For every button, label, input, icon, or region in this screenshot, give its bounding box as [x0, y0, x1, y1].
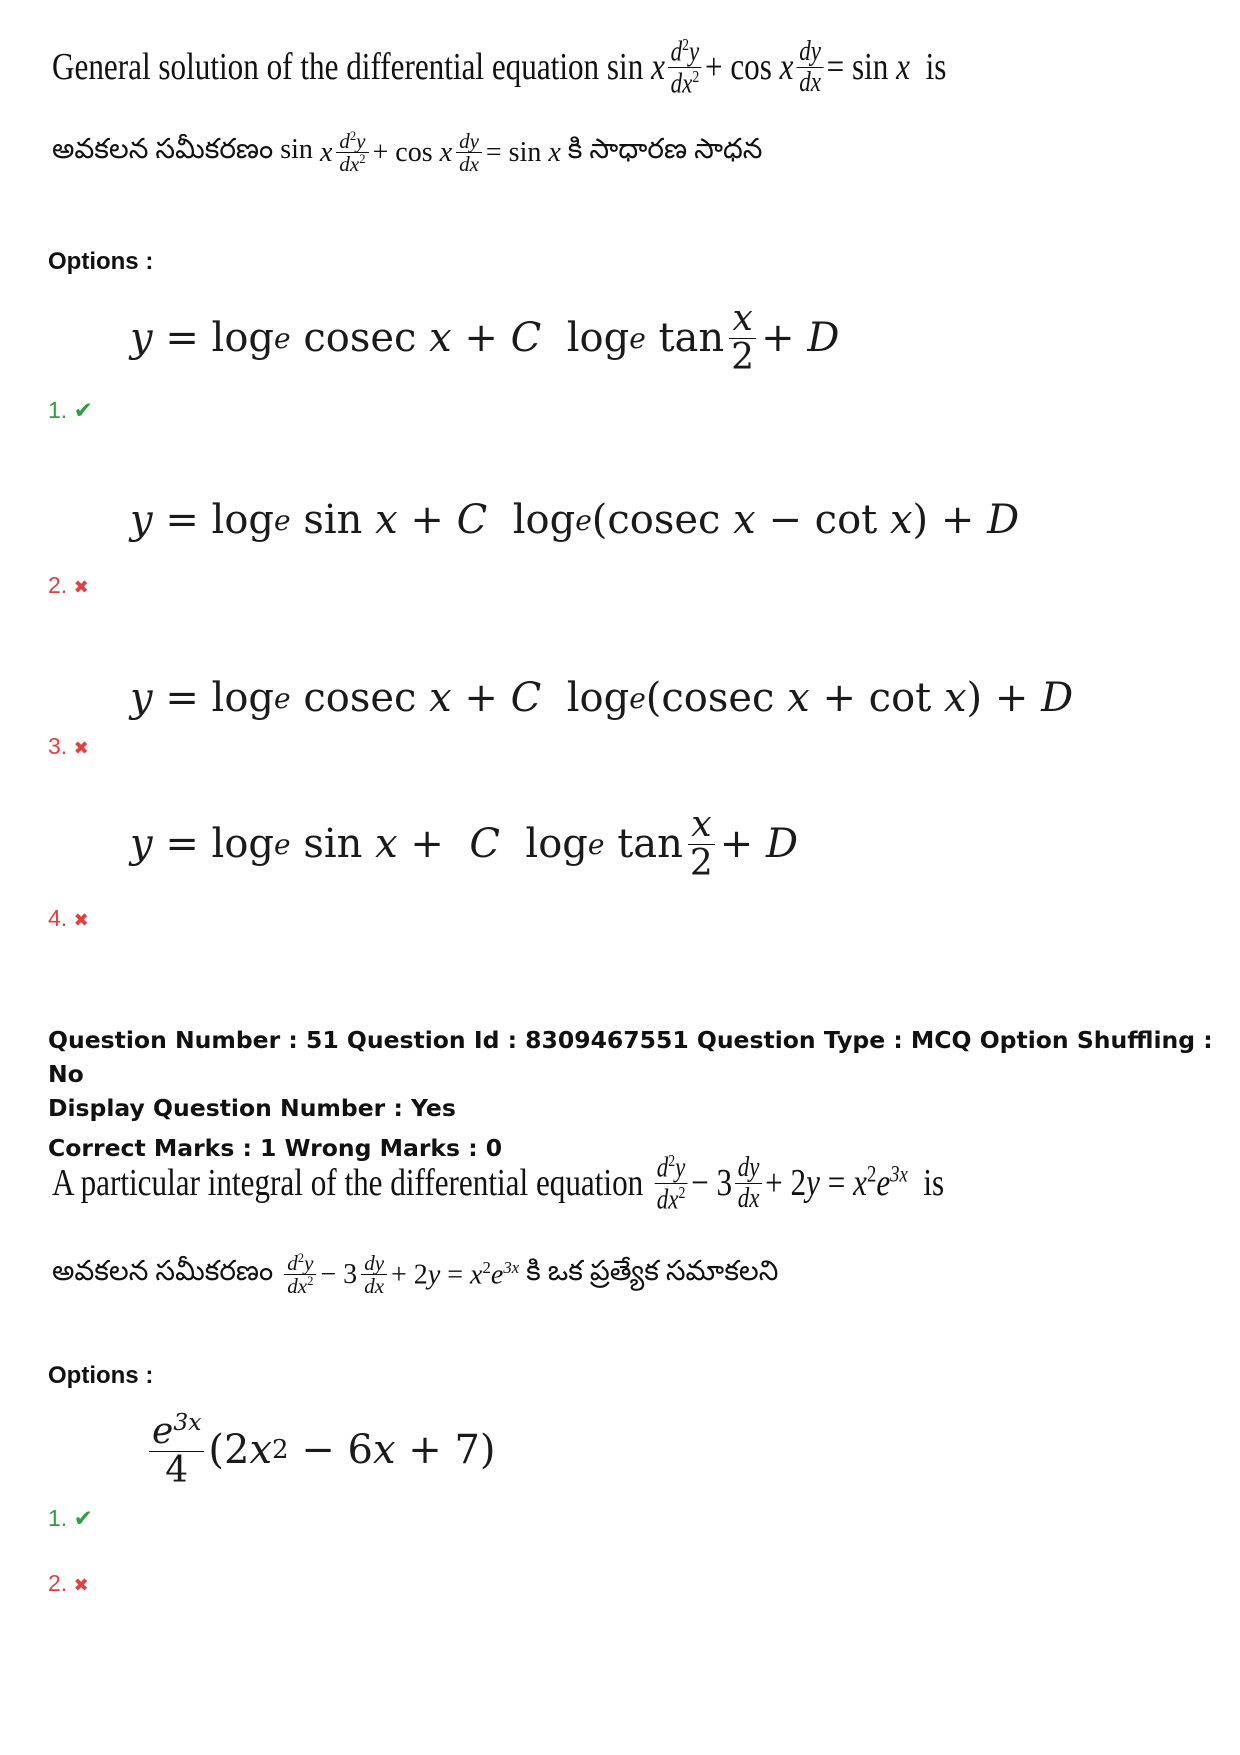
- check-icon: ✔: [73, 397, 93, 423]
- q50-option-2-formula: y = log e sin x + C log e (cosec x − cot x ) + D: [130, 497, 1020, 543]
- q50-stem-en-frac1: $\frac{d^2y}{dx^2}$: [668, 36, 701, 98]
- q50-option-4[interactable]: [0, 806, 1240, 946]
- q51-meta-line1: Question Number : 51 Question Id : 8309467551 Question Type : MCQ Option Shuffling : No: [48, 1026, 1213, 1088]
- q50-stem-en-frac2: $\frac{dy}{dx}$: [797, 37, 824, 97]
- q51-meta-line3: Correct Marks : 1 Wrong Marks : 0: [48, 1134, 503, 1162]
- q50-stem-te-frac1: $\frac{d^2y}{dx^2}$: [336, 130, 368, 175]
- q51-stem-en-frac2: $\frac{dy}{dx}$: [735, 1153, 762, 1213]
- cross-icon: ✖: [73, 577, 89, 597]
- q51-stem-en: A particular integral of the differential equation $\frac{d^2y}{dx^2}$ − 3 $\frac{dy}{dx}$ + $2y = x^2e^{3x}$ is: [52, 1151, 945, 1216]
- q50-stem-te-prefix: అవకలన సమీకరణం sin: [52, 133, 313, 165]
- q51-stem-en-frac1: $\frac{d^2y}{dx^2}$: [654, 1152, 687, 1214]
- q50-option-4-formula: y = log e sin x + C log e tan $\frac{x}{2}$ + D: [130, 804, 799, 884]
- q51-stem-en-prefix: A particular integral of the differential equation: [52, 1162, 644, 1205]
- q51-options-label: Options :: [48, 1362, 154, 1389]
- q50-option-4-number: 4.: [48, 905, 68, 931]
- q51-option-1-number: 1.: [48, 1505, 68, 1531]
- check-icon: ✔: [73, 1505, 93, 1531]
- q50-options-label: Options :: [48, 248, 154, 275]
- q50-option-2[interactable]: [0, 495, 1240, 605]
- q50-option-1-formula: y = log e cosec x + C log e tan $\frac{x}{2}$ + D: [130, 298, 840, 378]
- q50-stem-te: అవకలన సమీకరణం sin x $\frac{d^2y}{dx^2}$ + cos x $\frac{dy}{dx}$ = sin x కి సాధారణ సాధన: [52, 129, 763, 177]
- q51-stem-te-frac2: $\frac{dy}{dx}$: [361, 1252, 387, 1297]
- cross-icon: ✖: [73, 910, 89, 930]
- cross-icon: ✖: [73, 1575, 89, 1595]
- q51-option-1[interactable]: [0, 1410, 1240, 1540]
- q50-stem-en: General solution of the differential equation sin x $\frac{d^2y}{dx^2}$ + cos x $\frac{dy}{dx}$ = sin x is: [52, 35, 947, 100]
- q50-stem-te-end: కి సాధారణ సాధన: [567, 133, 763, 165]
- q51-stem-en-end: is: [923, 1162, 945, 1205]
- q50-stem-en-end: is: [925, 46, 947, 89]
- q51-meta: [48, 1023, 1228, 1165]
- q50-option-3[interactable]: [0, 675, 1240, 785]
- q50-option-1[interactable]: [0, 300, 1240, 430]
- cross-icon: ✖: [73, 738, 89, 758]
- q51-stem-te-prefix: అవకలన సమీకరణం: [52, 1255, 274, 1287]
- q51-meta-line2: Display Question Number : Yes: [48, 1094, 456, 1122]
- q51-stem-te-frac1: $\frac{d^2y}{dx^2}$: [284, 1252, 316, 1297]
- q50-stem-te-frac2: $\frac{dy}{dx}$: [456, 130, 482, 175]
- q50-option-3-formula: y = log e cosec x + C log e (cosec x + cot x ) + D: [130, 675, 1074, 721]
- q51-stem-te: అవకలన సమీకరణం $\frac{d^2y}{dx^2}$ − 3 $\frac{dy}{dx}$ + $2y = x^2e^{3x}$ కి ఒక ప్రత్యేక సమాకలని: [52, 1251, 779, 1299]
- q50-option-1-number: 1.: [48, 397, 68, 423]
- q50-stem-en-prefix: General solution of the differential equation sin: [52, 46, 644, 89]
- q51-option-1-formula: $\frac{e^{3x}}{4}$ (2 x 2 − 6 x + 7): [145, 1410, 496, 1490]
- q50-stem-en-suffix: = sin: [826, 46, 889, 89]
- q51-option-2-number: 2.: [48, 1570, 68, 1596]
- q50-stem-te-suffix: = sin: [485, 136, 542, 168]
- q50-option-2-number: 2.: [48, 572, 68, 598]
- q50-option-3-number: 3.: [48, 733, 68, 759]
- q51-option-2[interactable]: [0, 1570, 1240, 1620]
- q51-stem-te-end: కి ఒక ప్రత్యేక సమాకలని: [526, 1255, 779, 1287]
